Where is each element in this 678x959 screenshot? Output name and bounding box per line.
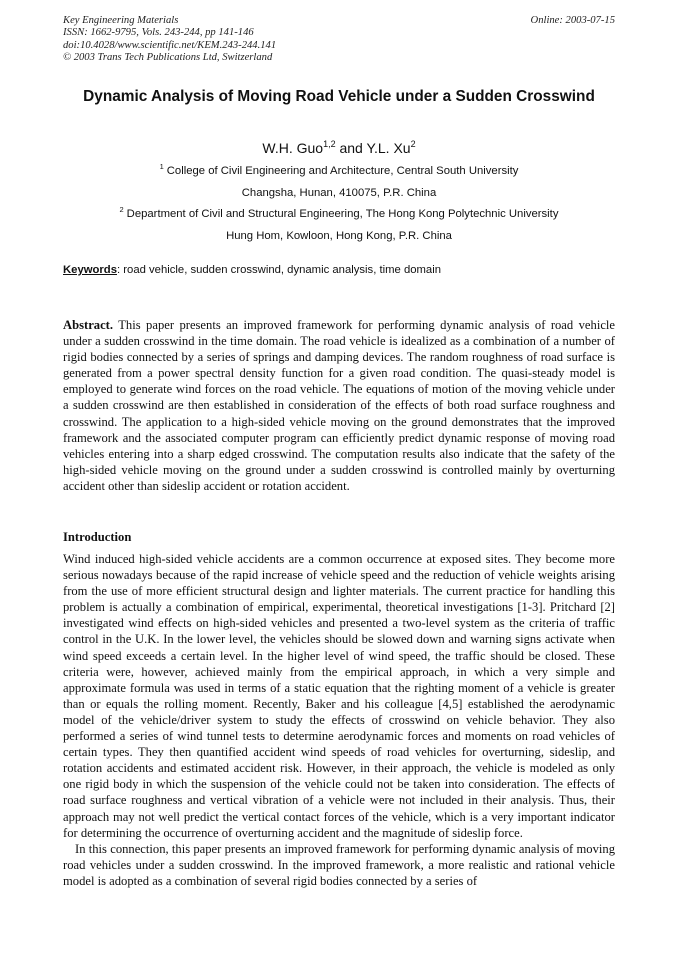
issn-line: ISSN: 1662-9795, Vols. 243-244, pp 141-146 [63, 27, 254, 39]
author-1-affil: 1,2 [323, 139, 336, 149]
abstract-text: This paper presents an improved framework for performing dynamic analysis of road vehicle under a sudden crosswind in the time domain. The road vehicle is idealized as a combination of a number of rigid bodies connected by a series of springs and damping devices. The random roughness of road surface is generated from a power spectral density function for a given road condition. The quasi-steady model is employed to generate wind forces on the road vehicle. The equations of motion of the moving vehicle under a sudden crosswind are then established in consideration of the effects of both road surface roughness and crosswind. The application to a high-sided vehicle moving on the ground demonstrates that the improved framework and the associated computer program can efficiently predict dynamic response of moving road vehicles entering into a sharp edged crosswind. The computation results also indicate that the safety of the high-sided vehicle moving on the ground under a sudden crosswind is controlled mainly by overturning accident other than sideslip accident or rotation accident. [63, 318, 615, 493]
abstract-label: Abstract. [63, 318, 114, 332]
keywords-list: : road vehicle, sudden crosswind, dynamic analysis, time domain [117, 264, 441, 276]
copyright-line: © 2003 Trans Tech Publications Ltd, Switzerland [63, 52, 273, 64]
affiliation-1-name: College of Civil Engineering and Architecture, Central South University [166, 165, 519, 177]
journal-name: Key Engineering Materials [63, 15, 179, 26]
author-1: W.H. Guo [262, 140, 324, 156]
author-conjunction: and [335, 140, 367, 156]
doi-line: doi:10.4028/www.scientific.net/KEM.243-244.141 [63, 39, 277, 51]
author-2: Y.L. Xu [366, 140, 411, 156]
journal-header [63, 15, 276, 65]
online-date: Online: 2003-07-15 [530, 15, 615, 26]
affiliation-1 [0, 162, 678, 177]
paper-title: Dynamic Analysis of Moving Road Vehicle under a Sudden Crosswind [83, 88, 595, 105]
affiliation-2-address: Hung Hom, Kowloon, Hong Kong, P.R. China [226, 230, 452, 242]
author-2-affil: 2 [410, 139, 416, 149]
affiliation-1-address: Changsha, Hunan, 410075, P.R. China [241, 187, 437, 199]
intro-paragraph-2: In this connection, this paper presents an improved framework for performing dynamic analysis of moving road vehicles under a sudden crosswind. In the improved framework, a more realistic and rational vehicle model is adopted as a combination of several rigid bodies connected by a series of [63, 841, 615, 888]
keywords-line [63, 264, 441, 276]
intro-paragraph-1: Wind induced high-sided vehicle accidents are a common occurrence at exposed sites. They become more serious nowadays because of the rapid increase of vehicle speed and the reduction of vehicle weights arising from the use of more efficient structural design and lighter materials. The current practice for handling this problem is actually a combination of empirical, experimental, theoretical investigations [1-3]. Pritchard [2] investigated wind effects on high-sided vehicles and presented a two-level system as the criteria of traffic control in the U.K. In the lower level, the vehicles should be slowed down and warning signs activate when wind speed exceeds a certain level. In the higher level of wind speed, the traffic should be closed. These criteria were, however, achieved mainly from the empirical approach, in which a very simple and approximate formula was used in terms of a static equation that the righting moment of a vehicle is greater than or equals the rolling moment. Recently, Baker and his colleague [4,5] established the aerodynamic model of the vehicle/driver system to study the effects of crosswind on vehicle behavior. They also performed a series of wind tunnel tests to determine aerodynamic forces and moments on road vehicles of certain types. They then quantified accident wind speeds of road vehicles for overturning, sideslip, and rotation accidents and estimated accident risk. However, in their approach, the vehicle is modeled as only one rigid body in which the suspension of the vehicle could not be taken into consideration. The effects of road surface roughness and vertical vibration of a vehicle were not included in their analysis. Thus, their approach may not well predict the vertical contact forces of the vehicle, which is a very important indicator for determining the occurrence of overturning accident and the magnitude of sideslip force. [63, 552, 615, 840]
introduction-body [63, 551, 615, 889]
author-line [0, 140, 678, 156]
abstract [63, 317, 615, 494]
affiliation-2-name: Department of Civil and Structural Engineering, The Hong Kong Polytechnic University [126, 208, 559, 220]
affiliation-2-num: 2 [119, 205, 124, 214]
affiliation-2 [0, 205, 678, 220]
keywords-label: Keywords [63, 264, 117, 276]
affiliation-1-num: 1 [159, 162, 164, 171]
introduction-heading: Introduction [63, 530, 132, 544]
